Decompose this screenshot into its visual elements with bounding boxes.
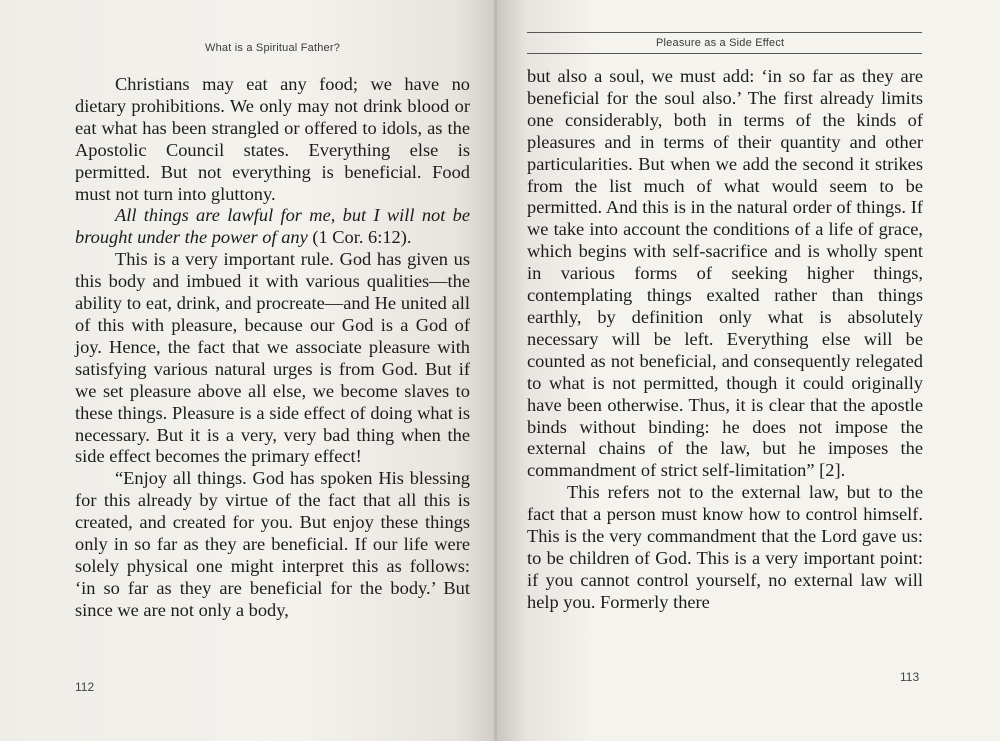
- paragraph: This refers not to the external law, but to the fact that a person must know how to control himself. This is the very commandment that the Lord gave us: to be children of God. This is a very important point: if you cannot control yourself, no external law will help you. Formerly there: [527, 482, 923, 612]
- running-head-left: What is a Spiritual Father?: [205, 42, 341, 54]
- paragraph: but also a soul, we must add: ‘in so far as they are beneficial for the soul also.’ The first already limits one considerably, both in terms of the kinds of pleasures and in terms of their quantity and other particularities. But when we add the second it strikes from the list much of what would seem to be permitted. And this is in the natural order of things. If we take into account the conditions of a life of grace, which begins with self-sacrifice and is wholly spent in various forms of seeking higher things, contemplating things exalted rather than things earthly, by definition only what is absolutely necessary will be left. Everything else will be counted as not beneficial, and consequently relegated to what is not permitted, though it could originally have been otherwise. Thus, it is clear that the apostle binds without binding: he does not impose the external chains of the law, but he imposes the commandment of strict self-limitation” [2].: [527, 66, 923, 481]
- running-head-right: Pleasure as a Side Effect: [656, 37, 785, 49]
- header-rule-bottom: [527, 53, 922, 54]
- left-page: [0, 0, 497, 741]
- page-number-right: 113: [900, 670, 920, 684]
- left-page-text: [75, 74, 470, 622]
- page-number-left: 112: [75, 680, 95, 694]
- paragraph: “Enjoy all things. God has spoken His blessing for this already by virtue of the fact that all this is created, and created for you. But enjoy these things only in so far as they are beneficial. If our life were solely physical one might interpret this as follows: ‘in so far as they are beneficial for the body.’ But since we are not only a body,: [75, 468, 470, 620]
- right-page-text: [527, 66, 923, 614]
- scripture-reference: (1 Cor. 6:12).: [307, 227, 412, 248]
- scripture-quote-italic: All things are lawful for me, but I will not be brought under the power of any: [75, 205, 470, 248]
- scripture-quote: [75, 205, 470, 249]
- paragraph: This is a very important rule. God has given us this body and imbued it with various qualities—the ability to eat, drink, and procreate—and He united all of this with pleasure, because our God is a God of joy. Hence, the fact that we associate pleasure with satisfying various natural urges is from God. But if we set pleasure above all else, we become slaves to these things. Pleasure is a side effect of doing what is necessary. But it is a very, very bad thing when the side effect becomes the primary effect!: [75, 249, 470, 467]
- paragraph: Christians may eat any food; we have no dietary prohibitions. We only may not drink blood or eat what has been strangled or offered to idols, as the Apostolic Council states. Everything else is permitted. But not everything is beneficial. Food must not turn into gluttony.: [75, 74, 470, 204]
- header-rule-top: [527, 32, 922, 33]
